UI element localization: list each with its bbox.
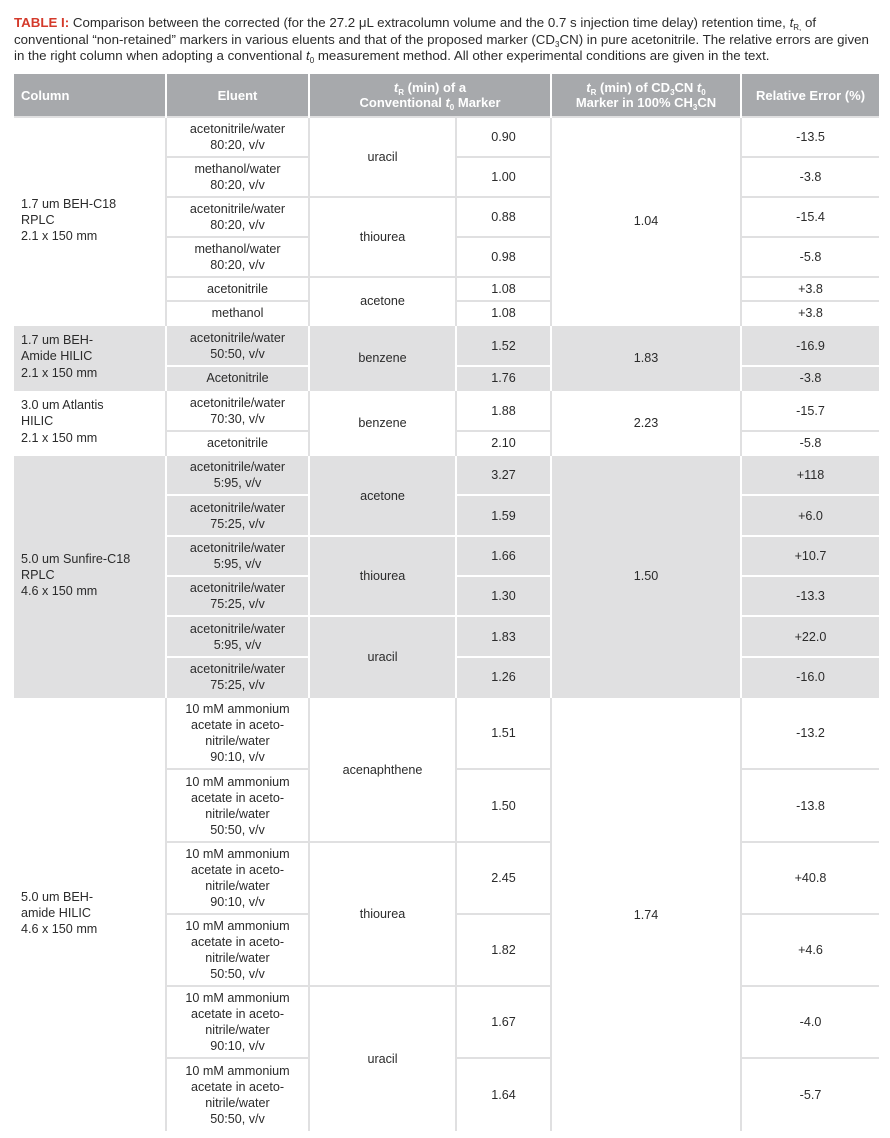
eluent-line: 90:10, v/v	[210, 895, 265, 909]
eluent-cell	[166, 431, 309, 455]
relative-error-cell: -13.5	[741, 117, 879, 157]
eluent-line: 10 mM ammonium	[185, 702, 290, 716]
column-name-line: HILIC	[21, 414, 54, 429]
conventional-tr-cell: 1.08	[456, 301, 551, 325]
eluent-cell	[166, 616, 309, 657]
relative-error-cell: +3.8	[741, 301, 879, 325]
conventional-tr-cell: 1.88	[456, 390, 551, 431]
eluent-line: 50:50, v/v	[210, 822, 265, 837]
conventional-marker-cell: benzene	[309, 325, 456, 390]
conventional-tr-cell: 1.76	[456, 366, 551, 390]
table-row	[14, 117, 879, 157]
eluent-line: 75:25, v/v	[210, 516, 265, 531]
conventional-tr-cell: 1.08	[456, 277, 551, 301]
column-name-cell	[14, 455, 166, 697]
retention-time-table	[14, 74, 879, 1131]
relative-error-cell: +6.0	[741, 495, 879, 536]
relative-error-cell: -3.8	[741, 157, 879, 197]
eluent-cell	[166, 657, 309, 697]
eluent-cell	[166, 455, 309, 495]
eluent-line: 10 mM ammonium	[185, 1064, 290, 1078]
conventional-tr-cell: 1.64	[456, 1058, 551, 1131]
conventional-marker-cell: uracil	[309, 986, 456, 1131]
eluent-line: 90:10, v/v	[210, 1039, 265, 1053]
cd3cn-marker-cell: 1.74	[551, 697, 741, 1131]
eluent-line: acetonitrile/water	[189, 662, 286, 676]
header-column: Column	[14, 74, 166, 117]
conventional-tr-cell: 1.50	[456, 769, 551, 842]
header-conventional-marker: $t_R$ (min) of a Conventional $t_0$ Marker	[309, 74, 551, 117]
table-label: TABLE I:	[14, 15, 70, 30]
eluent-cell	[166, 237, 309, 277]
eluent-line: 75:25, v/v	[210, 678, 265, 692]
eluent-cell	[166, 366, 309, 390]
relative-error-cell: -4.0	[741, 986, 879, 1058]
relative-error-cell: -13.8	[741, 769, 879, 842]
eluent-line: acetonitrile/water	[189, 581, 286, 595]
conventional-tr-cell: 1.83	[456, 616, 551, 657]
eluent-line: acetonitrile/water	[189, 541, 286, 555]
conventional-tr-cell: 0.98	[456, 237, 551, 277]
relative-error-cell: +3.8	[741, 277, 879, 301]
eluent-cell	[166, 157, 309, 197]
column-name-cell	[14, 117, 166, 325]
eluent-line: 70:30, v/v	[210, 411, 265, 426]
relative-error-cell: -5.7	[741, 1058, 879, 1131]
conventional-marker-cell: thiourea	[309, 842, 456, 986]
conventional-marker-cell: acetone	[309, 455, 456, 536]
column-name-line: RPLC	[21, 567, 55, 582]
eluent-line: nitrile/water	[205, 1023, 270, 1037]
eluent-line: 50:50, v/v	[210, 346, 265, 361]
conventional-tr-cell: 1.00	[456, 157, 551, 197]
eluent-line: 80:20, v/v	[210, 178, 265, 192]
conventional-tr-cell: 1.51	[456, 697, 551, 769]
eluent-line: 5:95, v/v	[213, 476, 262, 490]
eluent-line: acetate in aceto-	[190, 935, 285, 949]
cd3cn-marker-cell: 2.23	[551, 390, 741, 455]
table-row	[14, 697, 879, 769]
eluent-line: 90:10, v/v	[210, 750, 265, 764]
eluent-line: acetate in aceto-	[190, 790, 285, 805]
column-name-line: Amide HILIC	[21, 349, 93, 364]
eluent-line: 80:20, v/v	[210, 218, 265, 232]
conventional-tr-cell: 1.59	[456, 495, 551, 536]
relative-error-cell: +118	[741, 455, 879, 495]
eluent-line: acetonitrile	[207, 436, 268, 450]
conventional-marker-cell: acenaphthene	[309, 697, 456, 842]
conventional-tr-cell: 1.82	[456, 914, 551, 986]
eluent-line: acetonitrile/water	[189, 460, 286, 474]
eluent-line: 50:50, v/v	[210, 967, 265, 981]
column-name-line: 1.7 um BEH-	[21, 333, 94, 348]
eluent-line: acetate in aceto-	[190, 863, 285, 877]
eluent-line: 75:25, v/v	[210, 597, 265, 611]
conventional-marker-cell: benzene	[309, 390, 456, 455]
conventional-tr-cell: 3.27	[456, 455, 551, 495]
relative-error-cell: -3.8	[741, 366, 879, 390]
column-group	[14, 325, 879, 390]
column-name-line: 4.6 x 150 mm	[21, 922, 98, 937]
column-name-line: 5.0 um Sunfire-C18	[21, 551, 131, 566]
column-name-line: 1.7 um BEH-C18	[21, 196, 117, 211]
eluent-line: acetonitrile/water	[189, 395, 286, 410]
eluent-cell	[166, 769, 309, 842]
cd3cn-marker-cell: 1.50	[551, 455, 741, 697]
eluent-line: 10 mM ammonium	[185, 991, 290, 1005]
conventional-tr-cell: 1.67	[456, 986, 551, 1058]
eluent-line: nitrile/water	[205, 879, 270, 893]
column-group	[14, 455, 879, 697]
column-group	[14, 390, 879, 455]
column-name-line: 2.1 x 150 mm	[21, 365, 98, 380]
eluent-line: Acetonitrile	[206, 371, 269, 385]
eluent-line: acetate in aceto-	[190, 1007, 285, 1021]
eluent-line: acetonitrile/water	[189, 621, 286, 636]
eluent-cell	[166, 697, 309, 769]
eluent-cell	[166, 914, 309, 986]
eluent-cell	[166, 986, 309, 1058]
column-name-cell	[14, 697, 166, 1131]
eluent-cell	[166, 842, 309, 914]
eluent-line: 50:50, v/v	[210, 1112, 265, 1126]
eluent-line: 10 mM ammonium	[185, 847, 290, 861]
eluent-line: nitrile/water	[205, 1096, 270, 1110]
eluent-line: methanol/water	[194, 162, 281, 176]
relative-error-cell: +22.0	[741, 616, 879, 657]
eluent-cell	[166, 390, 309, 431]
conventional-tr-cell: 1.52	[456, 325, 551, 366]
eluent-line: acetonitrile/water	[189, 202, 286, 216]
column-name-cell	[14, 325, 166, 390]
eluent-line: 80:20, v/v	[210, 258, 265, 272]
relative-error-cell: +4.6	[741, 914, 879, 986]
relative-error-cell: -13.2	[741, 697, 879, 769]
header-relative-error: Relative Error (%)	[741, 74, 879, 117]
relative-error-cell: -16.0	[741, 657, 879, 697]
column-group	[14, 697, 879, 1131]
column-group	[14, 117, 879, 325]
table-row	[14, 390, 879, 431]
eluent-cell	[166, 117, 309, 157]
eluent-line: acetate in aceto-	[190, 718, 285, 732]
eluent-line: 80:20, v/v	[210, 138, 265, 152]
conventional-tr-cell: 1.26	[456, 657, 551, 697]
relative-error-cell: -15.7	[741, 390, 879, 431]
conventional-tr-cell: 2.10	[456, 431, 551, 455]
eluent-line: 10 mM ammonium	[185, 919, 290, 933]
table-row	[14, 455, 879, 495]
table-row	[14, 325, 879, 366]
eluent-line: 5:95, v/v	[213, 637, 262, 652]
cd3cn-marker-cell: 1.83	[551, 325, 741, 390]
relative-error-cell: +40.8	[741, 842, 879, 914]
relative-error-cell: -5.8	[741, 237, 879, 277]
eluent-cell	[166, 536, 309, 576]
relative-error-cell: +10.7	[741, 536, 879, 576]
conventional-tr-cell: 1.30	[456, 576, 551, 616]
eluent-line: nitrile/water	[205, 806, 270, 821]
eluent-cell	[166, 277, 309, 301]
column-name-line: 3.0 um Atlantis	[21, 398, 104, 413]
table-header	[14, 74, 879, 117]
eluent-line: 5:95, v/v	[213, 557, 262, 571]
relative-error-cell: -5.8	[741, 431, 879, 455]
eluent-line: nitrile/water	[205, 734, 270, 748]
conventional-marker-cell: thiourea	[309, 197, 456, 277]
conventional-tr-cell: 0.88	[456, 197, 551, 237]
eluent-line: acetonitrile	[207, 282, 268, 296]
conventional-tr-cell: 0.90	[456, 117, 551, 157]
eluent-cell	[166, 495, 309, 536]
column-name-line: 2.1 x 150 mm	[21, 430, 98, 445]
conventional-tr-cell: 1.66	[456, 536, 551, 576]
eluent-line: nitrile/water	[205, 951, 270, 965]
eluent-line: methanol	[211, 306, 264, 320]
eluent-cell	[166, 1058, 309, 1131]
column-name-line: RPLC	[21, 212, 55, 227]
column-name-line: 2.1 x 150 mm	[21, 229, 98, 244]
eluent-line: acetonitrile/water	[189, 330, 286, 345]
eluent-line: acetonitrile/water	[189, 122, 286, 136]
column-name-cell	[14, 390, 166, 455]
eluent-line: 10 mM ammonium	[185, 774, 290, 789]
header-cd3cn-marker: $t_R$ (min) of $CD_3CN$ $t_0$ Marker in 100% $CH_3CN$	[551, 74, 741, 117]
column-name-line: amide HILIC	[21, 905, 91, 920]
eluent-cell	[166, 301, 309, 325]
eluent-cell	[166, 197, 309, 237]
conventional-tr-cell: 2.45	[456, 842, 551, 914]
eluent-cell	[166, 576, 309, 616]
relative-error-cell: -16.9	[741, 325, 879, 366]
conventional-marker-cell: acetone	[309, 277, 456, 325]
relative-error-cell: -13.3	[741, 576, 879, 616]
header-eluent: Eluent	[166, 74, 309, 117]
column-name-line: 5.0 um BEH-	[21, 889, 94, 904]
conventional-marker-cell: uracil	[309, 117, 456, 197]
eluent-line: methanol/water	[194, 242, 281, 256]
table-caption: TABLE I: Comparison between the corrected (for the 27.2 μL extracolumn volume and the 0.7 s injection time delay) retention time, $t_{R,}$ of conventional “non-retained” markers in various eluents and that of the proposed marker $(CD_3CN)$ in pure acetonitrile. The relative errors are given in the right column when adopting a conventional $t_0$ measurement method. All other experimental conditions are given in the text.	[14, 15, 869, 66]
eluent-line: acetate in aceto-	[190, 1080, 285, 1094]
relative-error-cell: -15.4	[741, 197, 879, 237]
cd3cn-marker-cell: 1.04	[551, 117, 741, 325]
column-name-line: 4.6 x 150 mm	[21, 584, 98, 599]
eluent-line: acetonitrile/water	[189, 500, 286, 515]
conventional-marker-cell: uracil	[309, 616, 456, 697]
eluent-cell	[166, 325, 309, 366]
conventional-marker-cell: thiourea	[309, 536, 456, 616]
